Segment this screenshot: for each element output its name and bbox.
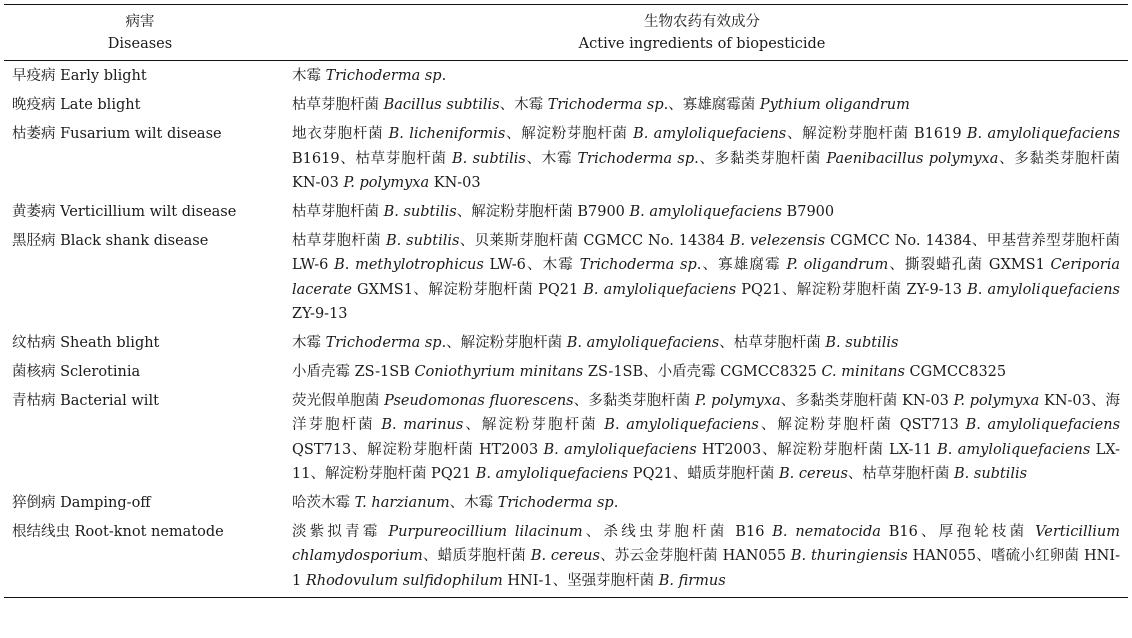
table-body — [4, 61, 1128, 593]
disease-cell: 早疫病 Early blight — [12, 68, 147, 84]
header-ingredients-zh: 生物农药有效成分 — [644, 13, 760, 30]
disease-cell: 菌核病 Sclerotinia — [12, 363, 141, 380]
table-header — [4, 5, 1128, 60]
disease-cell: 纹枯病 Sheath blight — [12, 334, 160, 351]
disease-cell: 青枯病 Bacterial wilt — [12, 392, 159, 409]
table-row — [4, 389, 1128, 487]
table-row — [4, 64, 1128, 89]
ingredients-cell: 枯草芽胞杆菌 B. subtilis、解淀粉芽胞杆菌 B7900 B. amyloliquefaciens B7900 — [292, 203, 835, 220]
header-ingredients — [276, 5, 1128, 60]
ingredients-cell: 木霉 Trichoderma sp. — [292, 68, 447, 84]
header-ingredients-en: Active ingredients of biopesticide — [578, 35, 826, 52]
header-diseases-en: Diseases — [107, 35, 173, 52]
table-row — [4, 229, 1128, 327]
disease-cell: 黑胫病 Black shank disease — [12, 232, 209, 249]
bottom-rule — [4, 597, 1128, 598]
ingredients-cell: 木霉 Trichoderma sp.、解淀粉芽胞杆菌 B. amyloliquefaciens、枯草芽胞杆菌 B. subtilis — [292, 334, 899, 351]
table-row — [4, 93, 1128, 118]
ingredients-cell: 淡紫拟青霉 Purpureocillium lilacinum、杀线虫芽胞杆菌 B16 B. nematocida B16、厚孢轮枝菌 Verticillium chlamydosporium、蜡质芽胞杆菌 B. cereus、苏云金芽胞杆菌 HAN055 B. thuringiensis HAN055、嗜硫小红卵菌 HNI-1 Rhodovulum sulfidophilum HNI-1、坚强芽胞杆菌 B. firmus — [292, 523, 1121, 589]
header-diseases — [4, 5, 276, 60]
table-row — [4, 331, 1128, 356]
disease-cell: 枯萎病 Fusarium wilt disease — [12, 126, 222, 142]
table-row — [4, 200, 1128, 225]
table-row — [4, 491, 1128, 516]
disease-cell: 根结线虫 Root-knot nematode — [12, 523, 224, 540]
table-row — [4, 122, 1128, 196]
table-row — [4, 360, 1128, 385]
disease-cell: 晚疫病 Late blight — [12, 97, 141, 113]
ingredients-cell: 哈茨木霉 T. harzianum、木霉 Trichoderma sp. — [292, 494, 619, 511]
ingredients-cell: 地衣芽胞杆菌 B. licheniformis、解淀粉芽胞杆菌 B. amyloliquefaciens、解淀粉芽胞杆菌 B1619 B. amyloliquefaciens B1619、枯草芽胞杆菌 B. subtilis、木霉 Trichoderma sp.、多黏类芽胞杆菌 Paenibacillus polymyxa、多黏类芽胞杆菌 KN-03 P. polymyxa KN-03 — [292, 126, 1121, 191]
ingredients-cell: 枯草芽胞杆菌 B. subtilis、贝莱斯芽胞杆菌 CGMCC No. 14384 B. velezensis CGMCC No. 14384、甲基营养型芽胞杆菌 LW-6 B. methylotrophicus LW-6、木霉 Trichoderma sp.、寡雄腐霉 P. oligandrum、撕裂蜡孔菌 GXMS1 Ceriporia lacerate GXMS1、解淀粉芽胞杆菌 PQ21 B. amyloliquefaciens PQ21、解淀粉芽胞杆菌 ZY-9-13 B. amyloliquefaciens ZY-9-13 — [292, 232, 1121, 322]
header-diseases-zh: 病害 — [125, 13, 155, 30]
biopesticide-table — [4, 4, 1128, 598]
ingredients-cell: 枯草芽胞杆菌 Bacillus subtilis、木霉 Trichoderma sp.、寡雄腐霉菌 Pythium oligandrum — [292, 97, 910, 113]
disease-cell: 猝倒病 Damping-off — [12, 494, 151, 511]
table-row — [4, 520, 1128, 594]
disease-cell: 黄萎病 Verticillium wilt disease — [12, 203, 237, 220]
ingredients-cell: 荧光假单胞菌 Pseudomonas fluorescens、多黏类芽胞杆菌 P. polymyxa、多黏类芽胞杆菌 KN-03 P. polymyxa KN-03、海洋芽胞杆菌 B. marinus、解淀粉芽胞杆菌 B. amyloliquefaciens、解淀粉芽胞杆菌 QST713 B. amyloliquefaciens QST713、解淀粉芽胞杆菌 HT2003 B. amyloliquefaciens HT2003、解淀粉芽胞杆菌 LX-11 B. amyloliquefaciens LX-11、解淀粉芽胞杆菌 PQ21 B. amyloliquefaciens PQ21、蜡质芽胞杆菌 B. cereus、枯草芽胞杆菌 B. subtilis — [292, 392, 1121, 482]
ingredients-cell: 小盾壳霉 ZS-1SB Coniothyrium minitans ZS-1SB、小盾壳霉 CGMCC8325 C. minitans CGMCC8325 — [292, 363, 1007, 380]
